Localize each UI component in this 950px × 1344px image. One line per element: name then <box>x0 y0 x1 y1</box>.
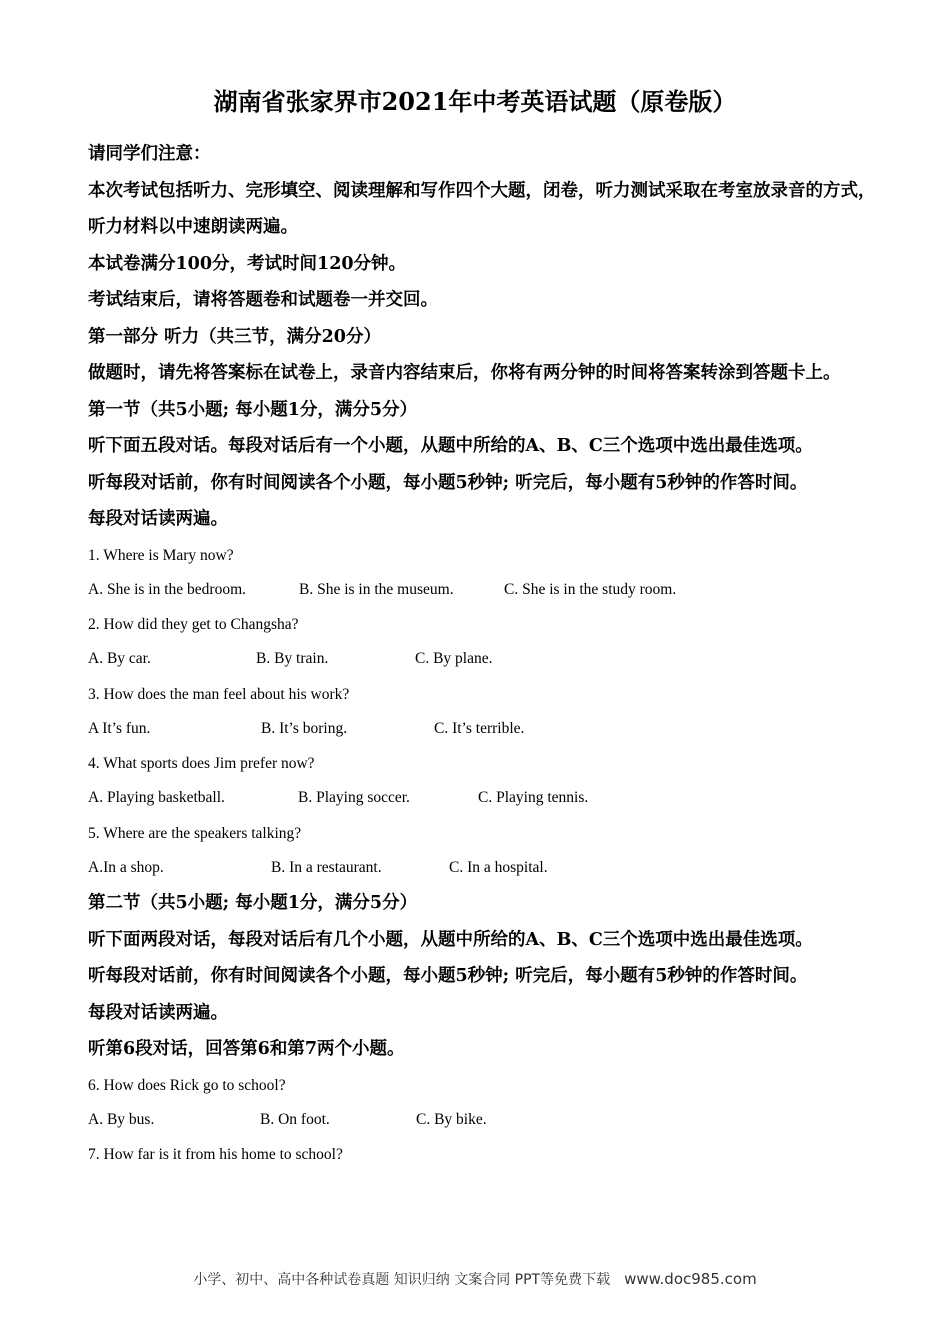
question-options <box>88 851 888 886</box>
notice-line: 本次考试包括听力、完形填空、阅读理解和写作四个大题，闭卷，听力测试采取在考室放录音的方式，听力材料以中速朗读两遍。 <box>88 180 876 237</box>
document-title: 湖南省张家界市2021年中考英语试题（原卷版） <box>213 87 737 116</box>
option-b: B. Playing soccer. <box>298 789 410 806</box>
question-options <box>88 642 888 677</box>
section1-heading: 第一节（共5小题; 每小题1分，满分5分） <box>88 399 418 420</box>
option-c: C. It’s terrible. <box>434 719 525 737</box>
document-body <box>88 136 888 1172</box>
option-a: A. By bus. <box>88 1110 155 1128</box>
option-c: C. In a hospital. <box>449 858 548 876</box>
question-text: 6. How does Rick go to school? <box>88 1076 286 1094</box>
option-a: A. By car. <box>88 650 151 667</box>
section2-instruction: 听下面两段对话，每段对话后有几个小题，从题中所给的A、B、C三个选项中选出最佳选项。 <box>88 929 813 950</box>
dialogue-heading: 听第6段对话，回答第6和第7两个小题。 <box>88 1039 405 1059</box>
option-a: A. She is in the bedroom. <box>88 580 246 598</box>
option-a: A. Playing basketball. <box>88 789 225 806</box>
notice-heading: 请同学们注意： <box>88 144 211 164</box>
option-c: C. By plane. <box>415 650 493 667</box>
part1-heading: 第一部分 听力（共三节，满分20分） <box>88 326 381 347</box>
option-b: B. By train. <box>256 650 329 667</box>
question-text: 1. Where is Mary now? <box>88 546 234 564</box>
option-c: C. Playing tennis. <box>478 789 589 806</box>
section1-instruction: 听下面五段对话。每段对话后有一个小题，从题中所给的A、B、C三个选项中选出最佳选项。 <box>88 436 813 456</box>
question-text: 5. Where are the speakers talking? <box>88 824 302 842</box>
option-a: A It’s fun. <box>88 719 151 737</box>
question-text: 7. How far is it from his home to school? <box>88 1146 343 1163</box>
option-b: B. It’s boring. <box>261 719 348 737</box>
question-text: 4. What sports does Jim prefer now? <box>88 755 315 772</box>
option-c: C. By bike. <box>416 1110 487 1128</box>
question-options <box>88 712 888 747</box>
page-footer <box>0 1269 950 1289</box>
question-text: 2. How did they get to Changsha? <box>88 616 299 633</box>
question-options <box>88 1103 888 1138</box>
question-options <box>88 573 888 608</box>
section2-instruction: 每段对话读两遍。 <box>88 1002 228 1023</box>
question-options <box>88 781 888 816</box>
footer-text: 小学、初中、高中各种试卷真题 知识归纳 文案合同 PPT等免费下载 <box>193 1272 611 1288</box>
option-b: B. She is in the museum. <box>299 580 454 598</box>
notice-line: 考试结束后，请将答题卷和试题卷一并交回。 <box>88 290 438 310</box>
section2-heading: 第二节（共5小题; 每小题1分，满分5分） <box>88 893 418 913</box>
footer-url[interactable]: www.doc985.com <box>624 1270 757 1288</box>
section2-instruction: 听每段对话前，你有时间阅读各个小题，每小题5秒钟; 听完后，每小题有5秒钟的作答时间。 <box>88 966 808 986</box>
part1-instruction: 做题时，请先将答案标在试卷上，录音内容结束后，你将有两分钟的时间将答案转涂到答题卡上。 <box>88 363 841 383</box>
notice-line: 本试卷满分100分，考试时间120分钟。 <box>88 253 407 274</box>
option-b: B. On foot. <box>260 1110 330 1128</box>
option-c: C. She is in the study room. <box>504 580 677 598</box>
option-a: A.In a shop. <box>88 858 164 876</box>
section1-instruction: 听每段对话前，你有时间阅读各个小题，每小题5秒钟; 听完后，每小题有5秒钟的作答时间。 <box>88 472 808 493</box>
section1-instruction: 每段对话读两遍。 <box>88 509 228 529</box>
option-b: B. In a restaurant. <box>271 858 382 876</box>
question-text: 3. How does the man feel about his work? <box>88 685 350 703</box>
